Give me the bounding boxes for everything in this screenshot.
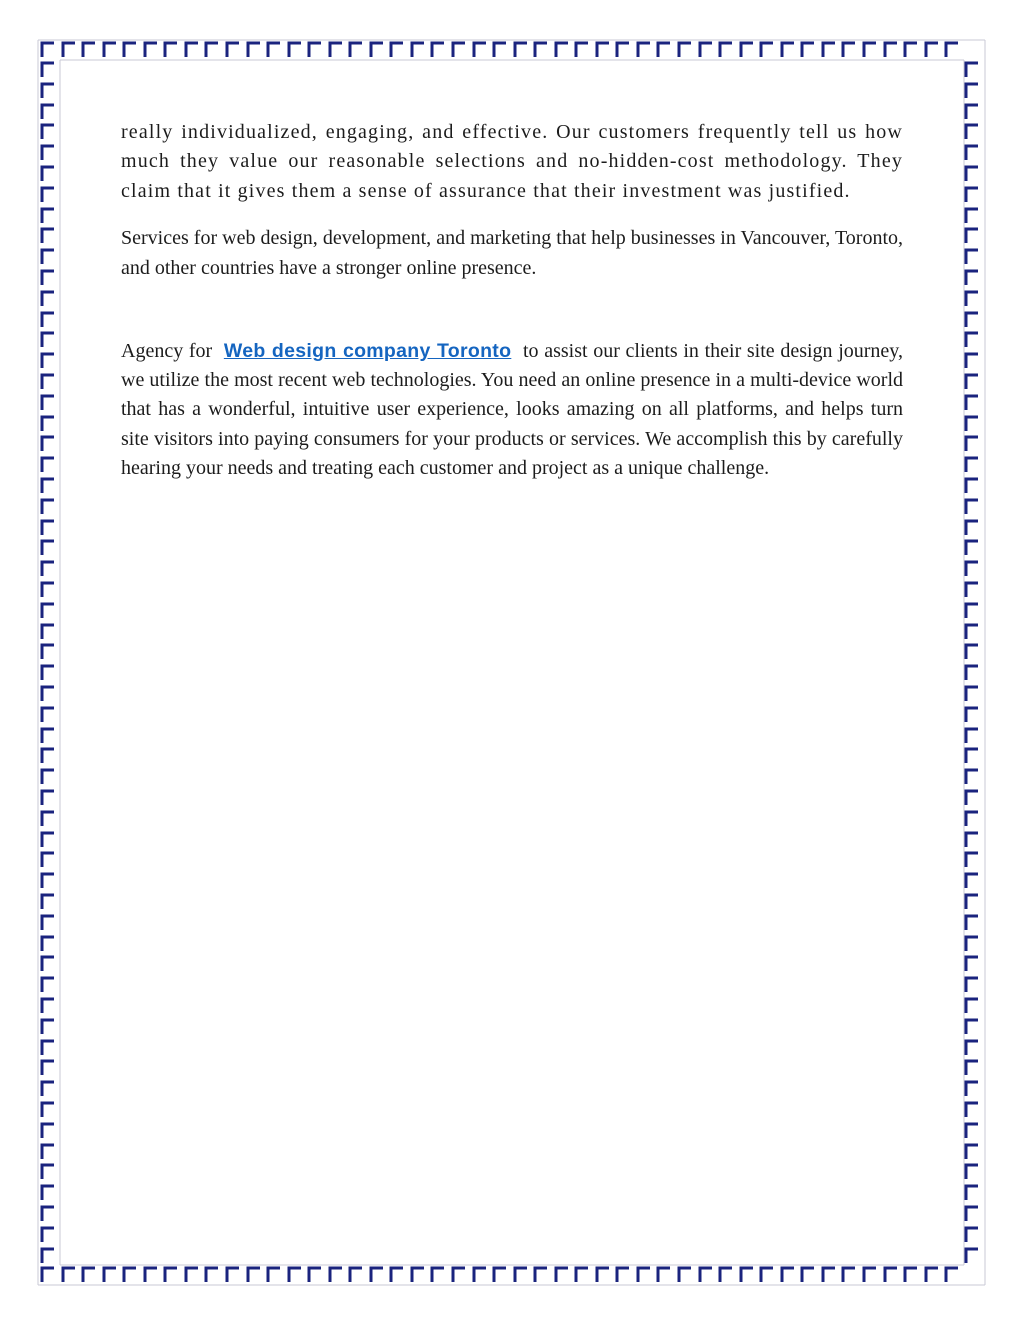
border-motif-left	[42, 1207, 54, 1221]
border-motif-left	[42, 749, 54, 763]
border-motif-right	[966, 354, 978, 368]
border-motif-right	[966, 1249, 978, 1263]
border-motif-left	[42, 1124, 54, 1138]
border-motif-top	[741, 43, 753, 57]
border-motif-top	[782, 43, 794, 57]
border-motif-top	[617, 43, 629, 57]
border-motif-top	[515, 43, 527, 57]
border-motif-left	[42, 417, 54, 431]
border-motif-left	[42, 791, 54, 805]
border-motif-top	[761, 43, 773, 57]
border-motif-left	[42, 84, 54, 98]
border-motif-left	[42, 1020, 54, 1034]
border-motif-top	[432, 43, 444, 57]
border-motif-bottom	[124, 1268, 136, 1282]
border-motif-bottom	[186, 1268, 198, 1282]
border-motif-top	[843, 43, 855, 57]
border-motif-top	[165, 43, 177, 57]
border-motif-top	[905, 43, 917, 57]
border-motif-left	[42, 1249, 54, 1263]
border-motif-right	[966, 1228, 978, 1242]
border-motif-left	[42, 978, 54, 992]
border-motif-bottom	[720, 1268, 732, 1282]
border-motif-bottom	[782, 1268, 794, 1282]
border-motif-left	[42, 63, 54, 77]
border-motif-top	[597, 43, 609, 57]
border-motif-top	[371, 43, 383, 57]
border-motif-top	[350, 43, 362, 57]
border-motif-bottom	[227, 1268, 239, 1282]
border-motif-left	[42, 1145, 54, 1159]
border-motif-top	[83, 43, 95, 57]
border-motif-left	[42, 521, 54, 535]
border-motif-left	[42, 1061, 54, 1075]
border-motif-bottom	[926, 1268, 938, 1282]
border-motif-right	[966, 271, 978, 285]
border-motif-bottom	[391, 1268, 403, 1282]
border-motif-bottom	[453, 1268, 465, 1282]
border-motif-bottom	[309, 1268, 321, 1282]
border-motif-top	[494, 43, 506, 57]
border-motif-right	[966, 999, 978, 1013]
border-motif-right	[966, 853, 978, 867]
border-motif-right	[966, 583, 978, 597]
border-motif-top	[104, 43, 116, 57]
border-motif-left	[42, 500, 54, 514]
border-motif-right	[966, 833, 978, 847]
border-motif-right	[966, 375, 978, 389]
border-motif-right	[966, 729, 978, 743]
border-motif-top	[268, 43, 280, 57]
border-motif-top	[823, 43, 835, 57]
web-design-company-toronto-link[interactable]: Web design company Toronto	[223, 339, 512, 362]
border-motif-right	[966, 500, 978, 514]
border-motif-left	[42, 916, 54, 930]
border-motif-bottom	[432, 1268, 444, 1282]
border-motif-bottom	[638, 1268, 650, 1282]
border-motif-left	[42, 229, 54, 243]
border-motif-bottom	[474, 1268, 486, 1282]
border-motif-top	[412, 43, 424, 57]
border-motif-bottom	[289, 1268, 301, 1282]
border-motif-left	[42, 625, 54, 639]
border-motif-right	[966, 396, 978, 410]
border-motif-left	[42, 645, 54, 659]
border-motif-right	[966, 604, 978, 618]
paragraph-customer-feedback: really individualized, engaging, and effective. Our customers frequently tell us how much they value our reasonable selections and no-hidden-cost methodology. They claim that it gives them a sense of assurance that their investment was justified.	[121, 121, 903, 202]
border-motif-right	[966, 250, 978, 264]
border-motif-right	[966, 687, 978, 701]
border-motif-left	[42, 250, 54, 264]
border-motif-right	[966, 916, 978, 930]
border-motif-top	[535, 43, 547, 57]
border-motif-left	[42, 812, 54, 826]
border-motif-top	[63, 43, 75, 57]
border-motif-bottom	[42, 1268, 54, 1282]
border-motif-left	[42, 1228, 54, 1242]
border-motif-right	[966, 105, 978, 119]
border-motif-bottom	[63, 1268, 75, 1282]
border-motif-right	[966, 125, 978, 139]
border-motif-right	[966, 417, 978, 431]
border-motif-left	[42, 105, 54, 119]
border-motif-left	[42, 1082, 54, 1096]
border-motif-bottom	[885, 1268, 897, 1282]
border-motif-top	[556, 43, 568, 57]
border-motif-bottom	[946, 1268, 958, 1282]
border-motif-bottom	[206, 1268, 218, 1282]
border-motif-top	[885, 43, 897, 57]
border-motif-left	[42, 541, 54, 555]
border-motif-left	[42, 479, 54, 493]
border-motif-left	[42, 729, 54, 743]
border-motif-top	[474, 43, 486, 57]
border-motif-right	[966, 937, 978, 951]
border-motif-bottom	[371, 1268, 383, 1282]
border-motif-top	[330, 43, 342, 57]
border-motif-top	[926, 43, 938, 57]
border-motif-top	[248, 43, 260, 57]
border-motif-right	[966, 749, 978, 763]
border-motif-right	[966, 957, 978, 971]
border-motif-bottom	[802, 1268, 814, 1282]
border-motif-bottom	[165, 1268, 177, 1282]
border-motif-left	[42, 999, 54, 1013]
border-motif-bottom	[248, 1268, 260, 1282]
border-motif-left	[42, 874, 54, 888]
border-motif-bottom	[83, 1268, 95, 1282]
border-motif-top	[700, 43, 712, 57]
border-motif-right	[966, 333, 978, 347]
border-motif-top	[658, 43, 670, 57]
border-motif-bottom	[617, 1268, 629, 1282]
border-motif-left	[42, 375, 54, 389]
border-motif-top	[309, 43, 321, 57]
border-motif-bottom	[145, 1268, 157, 1282]
border-motif-top	[124, 43, 136, 57]
border-motif-left	[42, 188, 54, 202]
border-motif-right	[966, 1145, 978, 1159]
border-motif-left	[42, 354, 54, 368]
border-motif-left	[42, 209, 54, 223]
border-motif-right	[966, 229, 978, 243]
border-motif-top	[864, 43, 876, 57]
agency-text-after: to assist our clients in their site design journey, we utilize the most recent web technologies. You need an online presence in a multi-device world that has a wonderful, intuitive user experience, looks amazing on all platforms, and helps turn site visitors into paying consumers for your products or services. We accomplish this by carefully hearing your needs and treating each customer and project as a unique challenge.	[121, 339, 903, 480]
border-motif-bottom	[330, 1268, 342, 1282]
border-motif-bottom	[700, 1268, 712, 1282]
border-motif-bottom	[864, 1268, 876, 1282]
border-motif-right	[966, 1103, 978, 1117]
border-motif-right	[966, 978, 978, 992]
border-motif-right	[966, 1207, 978, 1221]
border-motif-bottom	[556, 1268, 568, 1282]
border-motif-right	[966, 1165, 978, 1179]
border-motif-right	[966, 313, 978, 327]
border-motif-bottom	[104, 1268, 116, 1282]
document-body	[121, 118, 903, 483]
border-motif-right	[966, 1041, 978, 1055]
border-motif-left	[42, 1186, 54, 1200]
border-motif-right	[966, 458, 978, 472]
border-motif-left	[42, 167, 54, 181]
border-motif-left	[42, 562, 54, 576]
agency-text-before: Agency for	[121, 339, 213, 362]
border-motif-right	[966, 521, 978, 535]
border-motif-bottom	[535, 1268, 547, 1282]
border-motif-right	[966, 895, 978, 909]
border-motif-top	[289, 43, 301, 57]
border-motif-top	[206, 43, 218, 57]
border-motif-right	[966, 770, 978, 784]
border-motif-right	[966, 562, 978, 576]
border-motif-top	[946, 43, 958, 57]
border-motif-right	[966, 167, 978, 181]
border-motif-bottom	[350, 1268, 362, 1282]
border-motif-bottom	[905, 1268, 917, 1282]
border-motif-top	[391, 43, 403, 57]
border-motif-left	[42, 292, 54, 306]
border-motif-right	[966, 666, 978, 680]
border-motif-bottom	[515, 1268, 527, 1282]
border-motif-right	[966, 874, 978, 888]
border-motif-right	[966, 188, 978, 202]
border-motif-right	[966, 84, 978, 98]
border-motif-bottom	[741, 1268, 753, 1282]
border-motif-top	[42, 43, 54, 57]
border-motif-right	[966, 1061, 978, 1075]
border-motif-top	[227, 43, 239, 57]
border-motif-right	[966, 63, 978, 77]
border-motif-right	[966, 209, 978, 223]
border-motif-left	[42, 583, 54, 597]
border-motif-top	[802, 43, 814, 57]
border-motif-left	[42, 770, 54, 784]
border-motif-left	[42, 1041, 54, 1055]
border-motif-right	[966, 541, 978, 555]
border-motif-left	[42, 957, 54, 971]
border-motif-right	[966, 812, 978, 826]
border-motif-top	[576, 43, 588, 57]
border-motif-bottom	[576, 1268, 588, 1282]
border-motif-bottom	[268, 1268, 280, 1282]
border-motif-right	[966, 1124, 978, 1138]
border-motif-top	[679, 43, 691, 57]
border-motif-left	[42, 125, 54, 139]
border-motif-right	[966, 708, 978, 722]
border-motif-left	[42, 437, 54, 451]
border-motif-left	[42, 687, 54, 701]
border-motif-top	[453, 43, 465, 57]
border-motif-top	[145, 43, 157, 57]
border-motif-left	[42, 833, 54, 847]
border-motif-right	[966, 1186, 978, 1200]
border-motif-left	[42, 1103, 54, 1117]
border-motif-top	[638, 43, 650, 57]
border-motif-left	[42, 1165, 54, 1179]
paragraph-agency	[121, 337, 903, 483]
border-motif-left	[42, 271, 54, 285]
border-motif-left	[42, 604, 54, 618]
border-motif-bottom	[679, 1268, 691, 1282]
border-motif-bottom	[658, 1268, 670, 1282]
border-motif-left	[42, 458, 54, 472]
border-motif-right	[966, 645, 978, 659]
border-motif-left	[42, 937, 54, 951]
border-motif-left	[42, 895, 54, 909]
border-motif-bottom	[494, 1268, 506, 1282]
border-motif-bottom	[823, 1268, 835, 1282]
border-motif-right	[966, 625, 978, 639]
border-motif-right	[966, 479, 978, 493]
border-motif-right	[966, 791, 978, 805]
border-motif-left	[42, 313, 54, 327]
border-motif-right	[966, 437, 978, 451]
border-motif-bottom	[761, 1268, 773, 1282]
border-motif-right	[966, 1020, 978, 1034]
border-motif-left	[42, 708, 54, 722]
border-motif-left	[42, 666, 54, 680]
border-motif-left	[42, 853, 54, 867]
border-motif-top	[186, 43, 198, 57]
border-motif-left	[42, 146, 54, 160]
border-motif-top	[720, 43, 732, 57]
border-motif-bottom	[412, 1268, 424, 1282]
border-motif-right	[966, 146, 978, 160]
border-motif-bottom	[843, 1268, 855, 1282]
border-motif-right	[966, 1082, 978, 1096]
border-motif-left	[42, 333, 54, 347]
paragraph-services: Services for web design, development, and marketing that help businesses in Vancouver, Toronto, and other countries have a stronger online presence.	[121, 226, 903, 280]
border-motif-left	[42, 396, 54, 410]
border-motif-bottom	[597, 1268, 609, 1282]
border-motif-right	[966, 292, 978, 306]
